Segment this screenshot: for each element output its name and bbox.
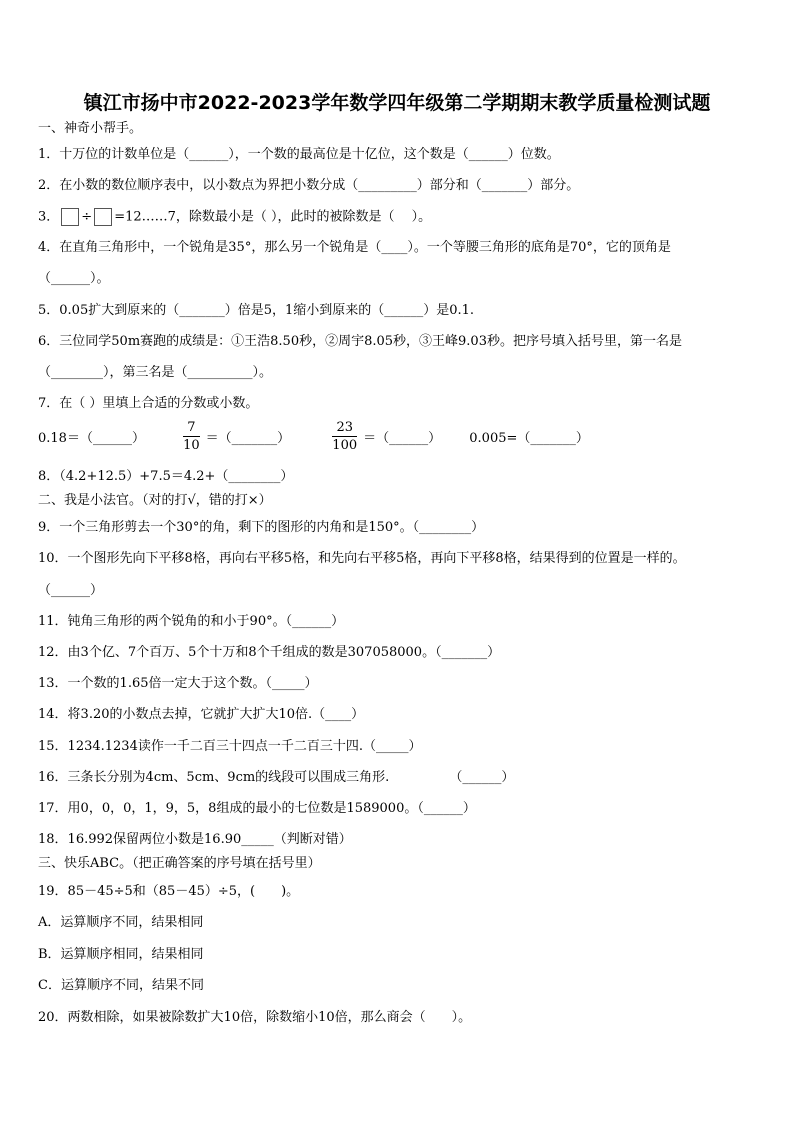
question-9: 9．一个三角形剪去一个30°的角，剩下的图形的内角和是150°。（________）: [38, 520, 485, 535]
fraction-1-denominator: 10: [183, 438, 200, 453]
divisor-box: [94, 208, 112, 226]
section-2-heading: 二、我是小法官。（对的打√，错的打×）: [38, 493, 272, 508]
question-4-line-2: （______）。: [38, 271, 110, 286]
question-3: [38, 208, 431, 226]
question-18: 18．16.992保留两位小数是16.90_____（判断对错）: [38, 832, 352, 847]
question-19-option-a: A．运算顺序不同，结果相同: [38, 915, 204, 930]
question-12: 12．由3个亿、7个百万、5个十万和8个千组成的数是307058000。（_______）: [38, 645, 501, 660]
fraction-7-10: [183, 419, 200, 454]
question-16: [38, 770, 514, 786]
question-11: 11．钝角三角形的两个锐角的和小于90°。（______）: [38, 614, 345, 629]
division-sign: ÷: [81, 209, 93, 225]
question-20: 20．两数相除，如果被除数扩大10倍，除数缩小10倍，那么商会（ ）。: [38, 1010, 472, 1025]
question-19-option-b: B．运算顺序相同，结果相同: [38, 947, 204, 962]
question-17: 17．用0，0，0，1，9，5，8组成的最小的七位数是1589000。（______）: [38, 801, 476, 816]
dividend-box: [61, 208, 79, 226]
question-3-text: =12……7，除数最小是（ ），此时的被除数是（ ）。: [114, 209, 432, 225]
fraction-1-numerator: 7: [183, 419, 200, 437]
equation-2: ＝（_______）: [205, 431, 291, 446]
question-19-option-c: C．运算顺序不同，结果不同: [38, 978, 204, 993]
question-16-blank: （______）: [449, 770, 515, 785]
question-15: 15．1234.1234读作一千二百三十四点一千二百三十四.（_____）: [38, 739, 422, 754]
question-6-line-2: （________），第三名是（__________）。: [38, 365, 273, 380]
equation-4: 0.005=（_______）: [469, 431, 589, 446]
page-title: 镇江市扬中市2022-2023学年数学四年级第二学期期末教学质量检测试题: [83, 92, 711, 114]
question-6-line-1: 6．三位同学50m赛跑的成绩是：①王浩8.50秒，②周宇8.05秒，③王峰9.03秒。把序号填入括号里，第一名是: [38, 334, 682, 349]
question-7: 7．在（ ）里填上合适的分数或小数。: [38, 396, 259, 411]
question-10-line-2: （______）: [38, 583, 104, 598]
question-14: 14．将3.20的小数点去掉，它就扩大扩大10倍.（____）: [38, 707, 365, 722]
question-16-text: 16．三条长分别为4cm、5cm、9cm的线段可以围成三角形.: [38, 770, 390, 785]
question-1: 1．十万位的计数单位是（______），一个数的最高位是十亿位，这个数是（______）位数。: [38, 147, 560, 162]
question-8: 8．（4.2+12.5）+7.5＝4.2+（________）: [38, 469, 294, 484]
section-3-heading: 三、快乐ABC。（把正确答案的序号填在括号里）: [38, 856, 321, 871]
question-10-line-1: 10．一个图形先向下平移8格，再向右平移5格，和先向右平移5格，再向下平移8格，结果得到的位置是一样的。: [38, 551, 686, 566]
question-5: 5．0.05扩大到原来的（_______）倍是5，1缩小到原来的（______）是0.1.: [38, 303, 475, 318]
question-13: 13．一个数的1.65倍一定大于这个数。（_____）: [38, 676, 318, 691]
question-19: 19．85－45÷5和（85－45）÷5，( )。: [38, 884, 300, 899]
question-4-line-1: 4．在直角三角形中，一个锐角是35°，那么另一个锐角是（____）。一个等腰三角形的底角是70°，它的顶角是: [38, 240, 671, 255]
fraction-2-denominator: 100: [332, 438, 358, 453]
question-3-number: 3．: [38, 209, 60, 225]
equation-1: 0.18＝（______）: [38, 431, 145, 446]
section-1-heading: 一、神奇小帮手。: [38, 121, 143, 136]
fraction-2-numerator: 23: [332, 419, 357, 437]
question-7-equations: [38, 419, 589, 454]
fraction-23-100: [332, 419, 357, 454]
question-2: 2．在小数的数位顺序表中，以小数点为界把小数分成（_________）部分和（_______）部分。: [38, 178, 580, 193]
equation-3: ＝（______）: [363, 431, 442, 446]
